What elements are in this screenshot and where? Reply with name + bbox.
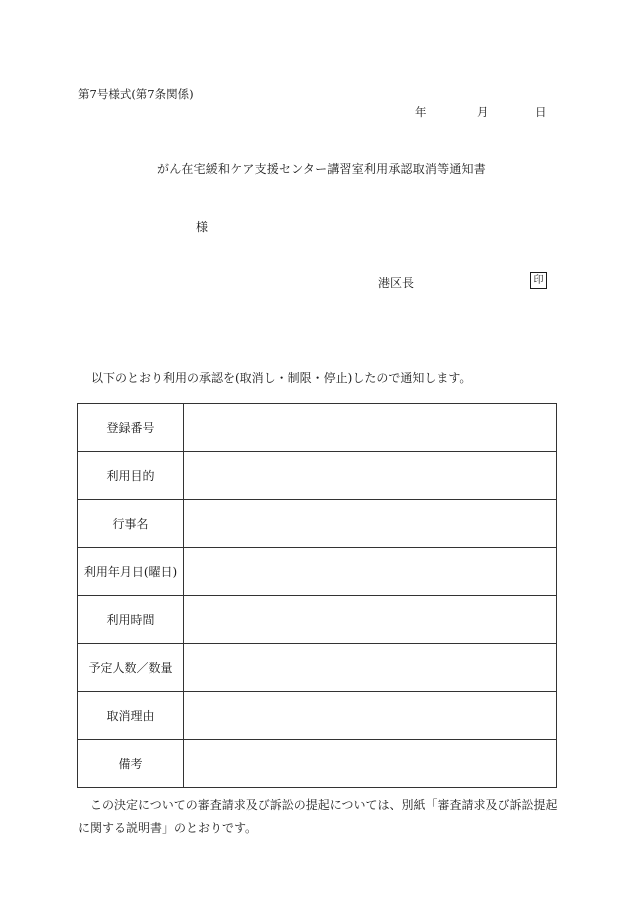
table-row <box>78 644 557 692</box>
seal-stamp: 印 <box>530 272 547 289</box>
issuer-name: 港区長 <box>378 276 415 290</box>
row-value[interactable] <box>184 548 557 596</box>
row-value[interactable] <box>184 740 557 788</box>
table-row <box>78 596 557 644</box>
row-label: 登録番号 <box>78 404 184 452</box>
table-row <box>78 452 557 500</box>
date-month-label: 月 <box>477 105 489 119</box>
row-label: 利用時間 <box>78 596 184 644</box>
table-row <box>78 500 557 548</box>
document-title: がん在宅緩和ケア支援センター講習室利用承認取消等通知書 <box>157 162 486 176</box>
row-label: 利用年月日(曜日) <box>78 548 184 596</box>
row-label: 予定人数／数量 <box>78 644 184 692</box>
date-day-label: 日 <box>535 105 547 119</box>
row-label: 行事名 <box>78 500 184 548</box>
date-year-label: 年 <box>415 105 427 119</box>
row-value[interactable] <box>184 644 557 692</box>
info-table <box>77 403 557 788</box>
recipient-suffix: 様 <box>196 220 209 234</box>
appeal-notice: この決定についての審査請求及び訴訟の提起については、別紙「審査請求及び訴訟提起に関する説明書」のとおりです。 <box>78 798 558 835</box>
row-label: 利用目的 <box>78 452 184 500</box>
table-row <box>78 740 557 788</box>
row-value[interactable] <box>184 404 557 452</box>
table-row <box>78 404 557 452</box>
row-value[interactable] <box>184 500 557 548</box>
notice-text: 以下のとおり利用の承認を(取消し・制限・停止)したので通知します。 <box>91 371 472 385</box>
row-value[interactable] <box>184 596 557 644</box>
row-value[interactable] <box>184 692 557 740</box>
form-number-label: 第7号様式(第7条関係) <box>78 87 194 101</box>
table-row <box>78 692 557 740</box>
table-row <box>78 548 557 596</box>
row-label: 備考 <box>78 740 184 788</box>
row-label: 取消理由 <box>78 692 184 740</box>
row-value[interactable] <box>184 452 557 500</box>
